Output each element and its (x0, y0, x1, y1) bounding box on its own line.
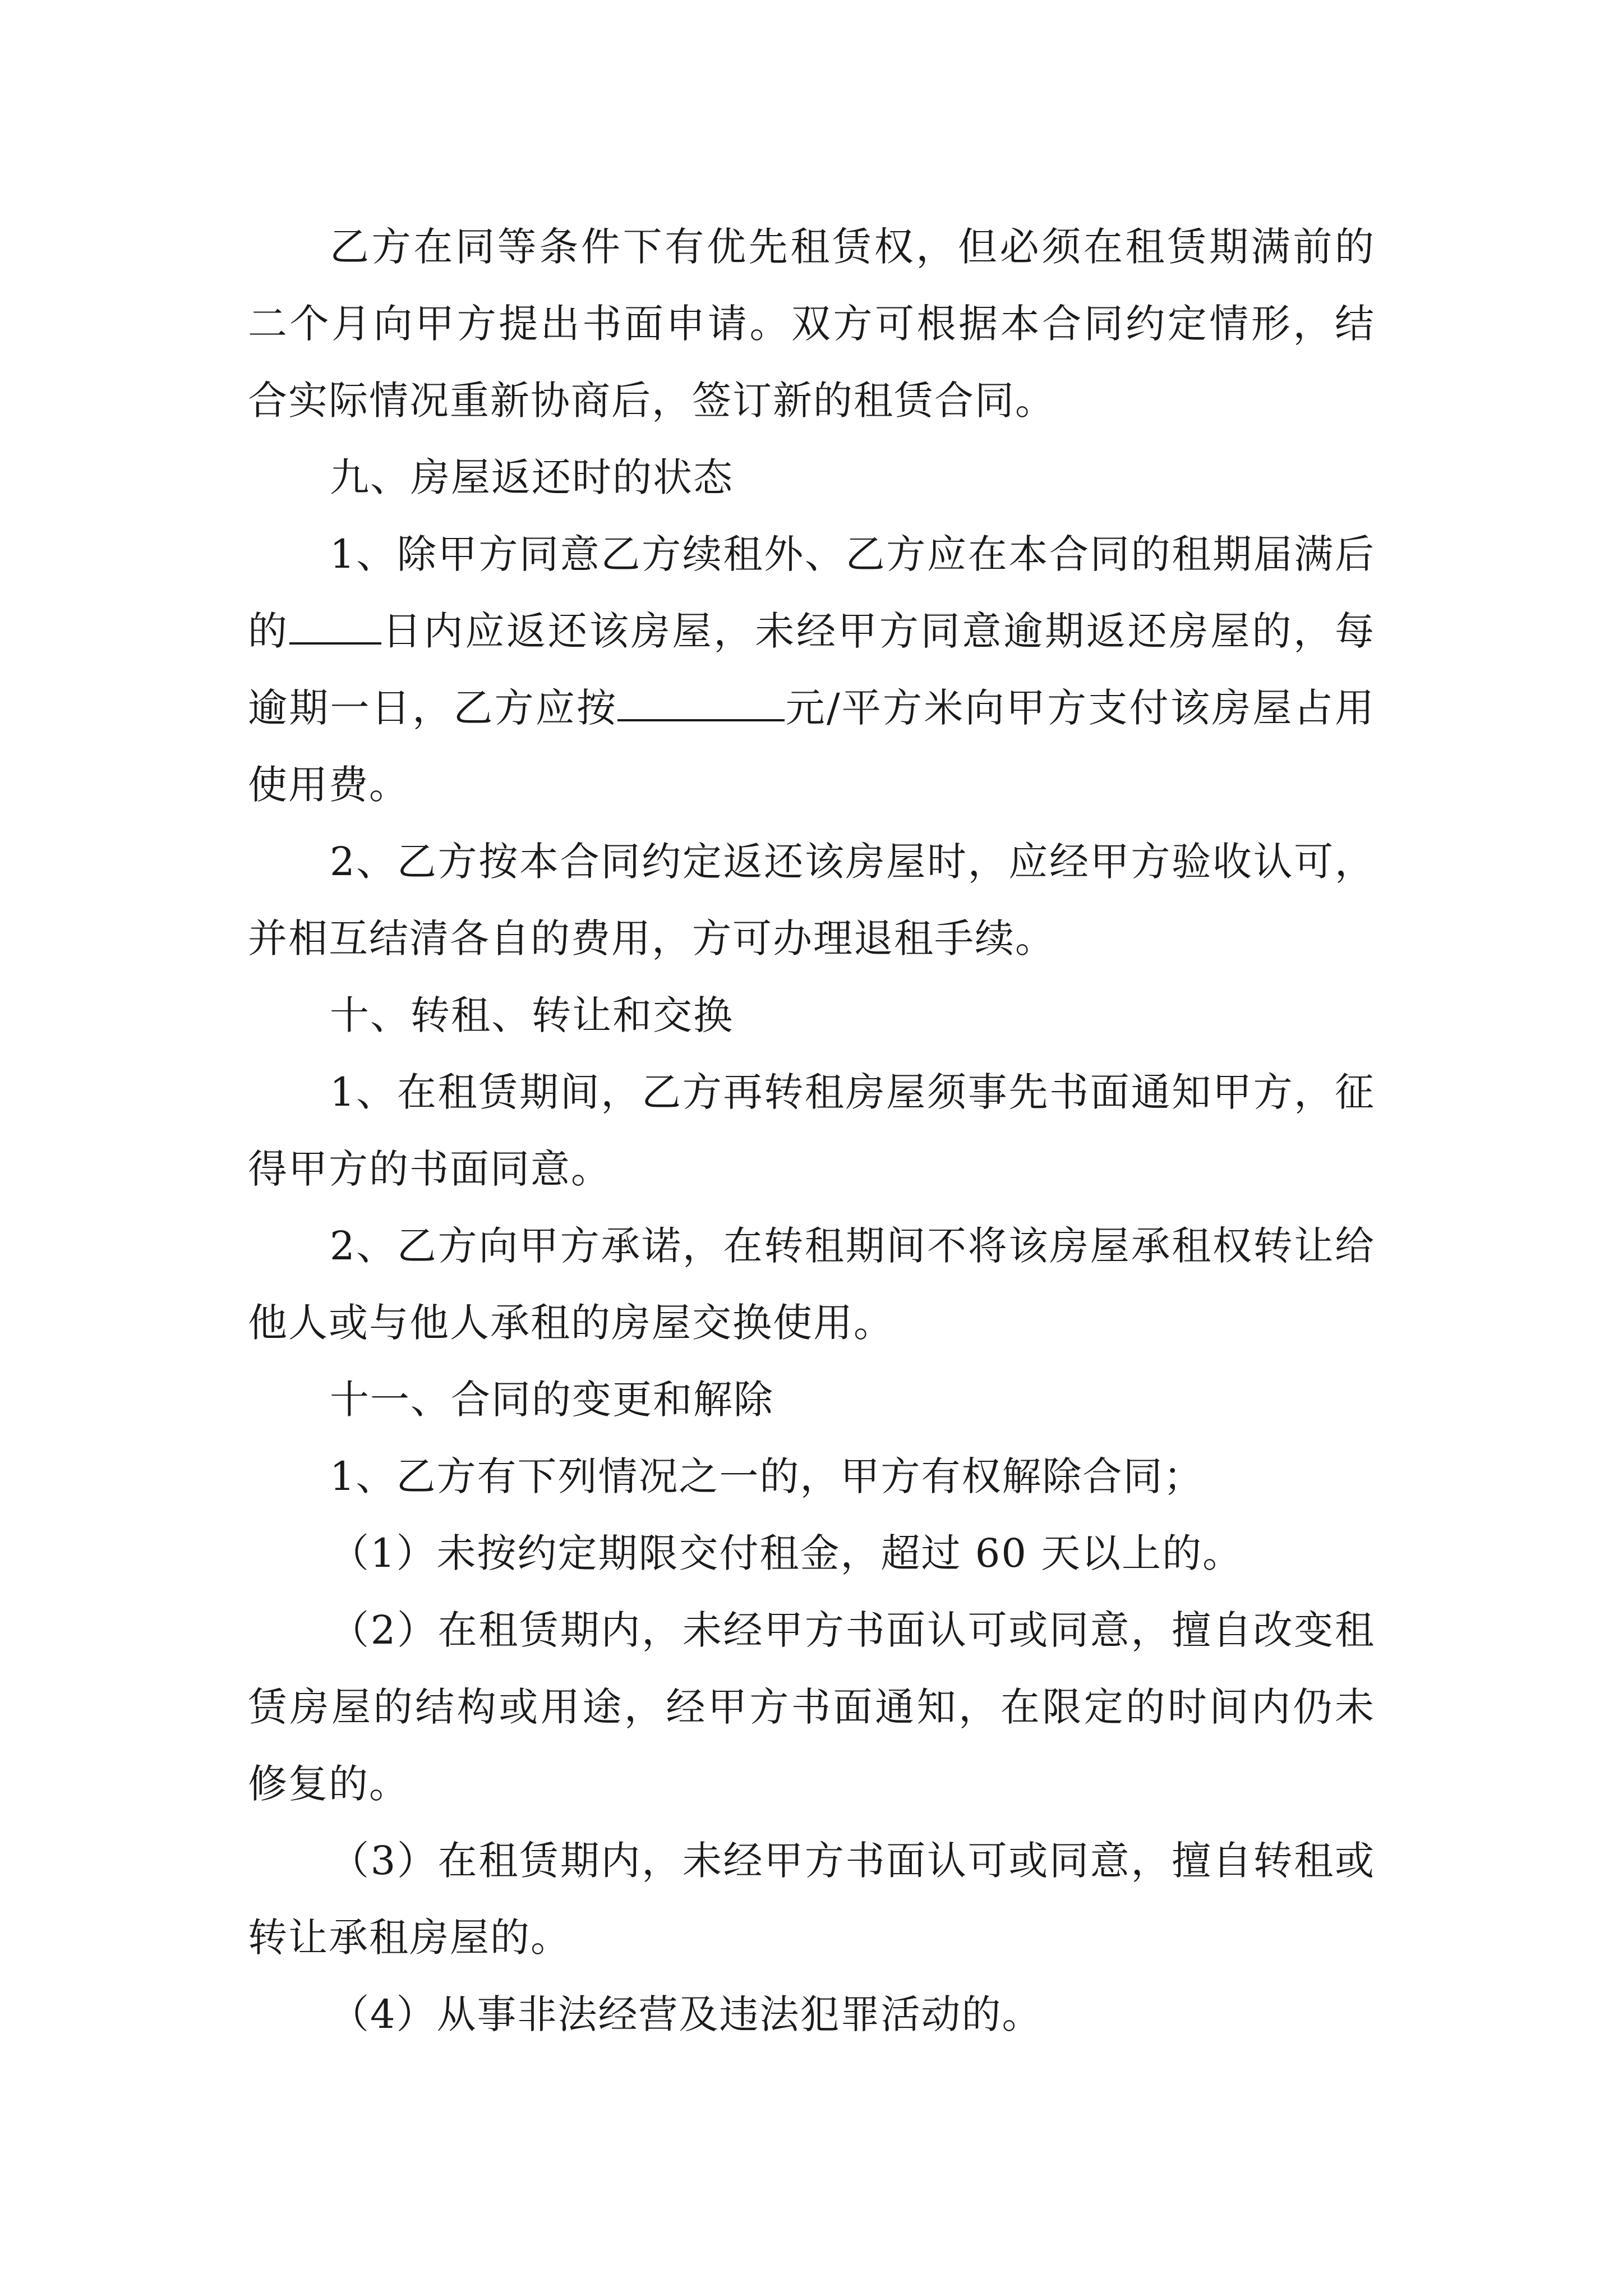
blank-days-field (289, 606, 381, 645)
paragraph-10-1: 1、在租赁期间，乙方再转租房屋须事先书面通知甲方，征得甲方的书面同意。 (248, 1069, 1375, 1192)
clause-11-1-item-2: （2）在租赁期内，未经甲方书面认可或同意，擅自改变租赁房屋的结构或用途，经甲方书面通知，在限定的时间内仍未修复的。 (248, 1607, 1375, 1807)
clause-11-1-item-3: （3）在租赁期内，未经甲方书面认可或同意，擅自转租或转让承租房屋的。 (248, 1838, 1375, 1961)
paragraph-priority-lease: 乙方在同等条件下有优先租赁权，但必须在租赁期满前的二个月向甲方提出书面申请。双方可根据本合同约定情形，结合实际情况重新协商后，签订新的租赁合同。 (248, 224, 1375, 424)
document-body (248, 209, 1375, 2053)
section-heading-10: 十、转租、转让和交换 (330, 992, 734, 1038)
paragraph-9-1-part-b: 日内应返还该房屋，未经甲方同意逾期返还房屋的，每逾期一日，乙方应按 (248, 608, 1376, 731)
clause-11-1-item-1: （1）未按约定期限交付租金，超过 60 天以上的。 (330, 1530, 1243, 1576)
blank-rate-field (617, 683, 785, 721)
paragraph-10-2: 2、乙方向甲方承诺，在转租期间不将该房屋承租权转让给他人或与他人承租的房屋交换使用。 (248, 1223, 1375, 1346)
paragraph-9-1 (248, 516, 1375, 823)
section-heading-11: 十一、合同的变更和解除 (330, 1377, 774, 1423)
clause-11-1-item-4: （4）从事非法经营及违法犯罪活动的。 (330, 1991, 1043, 2037)
paragraph-9-1-part-c: 元/平方米向甲方支付该房屋占用使用费。 (248, 685, 1375, 808)
section-heading-9: 九、房屋返还时的状态 (330, 454, 734, 500)
paragraph-9-1-part-a: 1、除甲方同意乙方续租外、乙方应在本合同的租期届满后的 (248, 531, 1375, 654)
paragraph-9-2: 2、乙方按本合同约定返还该房屋时，应经甲方验收认可，并相互结清各自的费用，方可办理退租手续。 (248, 839, 1375, 961)
paragraph-11-1: 1、乙方有下列情况之一的，甲方有权解除合同； (330, 1453, 1204, 1499)
